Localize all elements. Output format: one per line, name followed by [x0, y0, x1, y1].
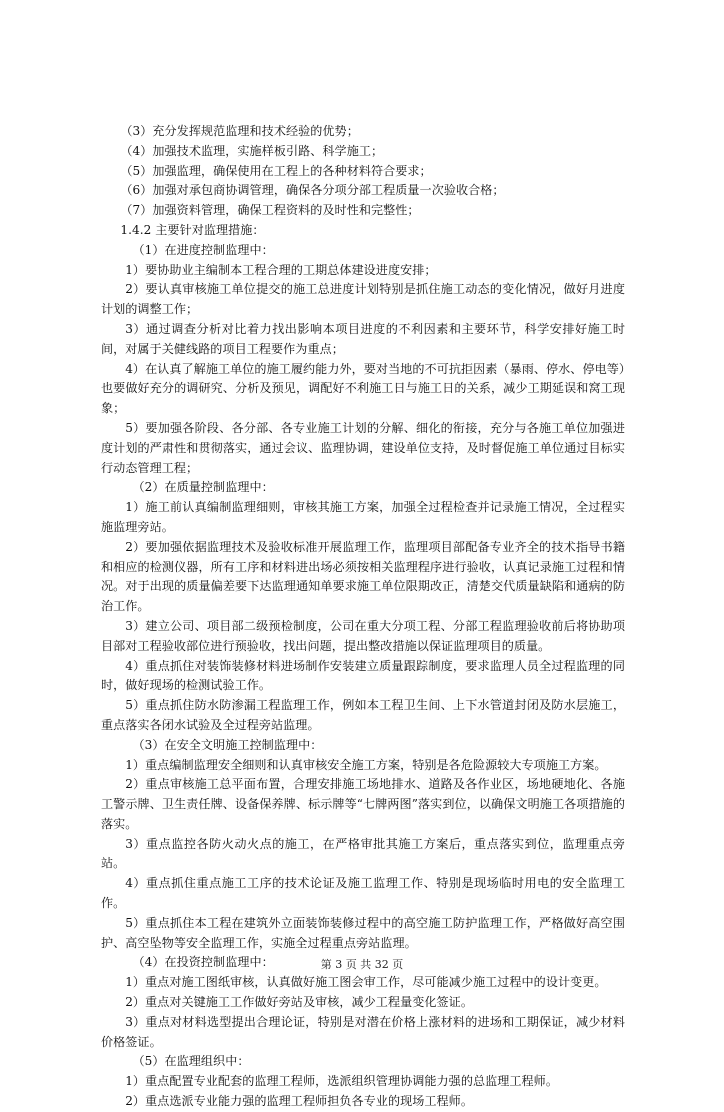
paragraph: 1）重点编制监理安全细则和认真审核安全施工方案，特别是各危险源较大专项施工方案。	[125, 757, 607, 772]
paragraph: （4）加强技术监理，实施样板引路、科学施工；	[120, 143, 384, 158]
paragraph: 5）重点抓住防水防渗漏工程监理工作，例如本工程卫生间、上下水管道封闭及防水层施工，重点落实各闭水试验及全过程旁站监理。	[101, 698, 625, 732]
paragraph: （1）在进度控制监理中：	[132, 242, 274, 257]
paragraph: 2）要加强依据监理技术及验收标准开展监理工作，监理项目部配备专业齐全的技术指导书籍和相应的检测仪器，所有工序和材料进出场必须按相关监理程序进行验收，认真记录施工过程和情况。对于出现的质量偏差要下达监理通知单要求施工单位限期改正，清楚交代质量缺陷和通病的防治工作。	[101, 539, 625, 614]
paragraph: 3）重点对材料选型提出合理论证，特别是对潜在价格上涨材料的进场和工期保证，减少材料价格签证。	[101, 1014, 625, 1049]
paragraph: 2）重点审核施工总平面布置，合理安排施工场地排水、道路及各作业区，场地硬地化、各施工警示牌、卫生责任牌、设备保养牌、标示牌等“七牌两图”落实到位，以确保文明施工各项措施的落实。	[101, 777, 625, 831]
paragraph: 3）重点监控各防火动火点的施工，在严格审批其施工方案后，重点落实到位，监理重点旁站。	[101, 836, 625, 871]
paragraph: （4）在投资控制监理中：	[132, 955, 274, 970]
paragraph: （7）加强资料管理，确保工程资料的及时性和完整性；	[120, 203, 420, 218]
paragraph: 5）要加强各阶段、各分部、各专业施工计划的分解、细化的衔接，充分与各施工单位加强进度计划的严肃性和贯彻落实，通过会议、监理协调，建设单位支持，及时督促施工单位通过目标实行动态管理工程；	[101, 420, 625, 475]
paragraph: 1）要协助业主编制本工程合理的工期总体建设进度安排；	[125, 262, 437, 277]
paragraph: （2）在质量控制监理中：	[132, 480, 274, 495]
paragraph: 4）在认真了解施工单位的施工履约能力外，要对当地的不可抗拒因素（暴雨、停水、停电等）也要做好充分的调研究、分析及预见，调配好不利施工日与施工日的关系，减少工期延误和窝工现象；	[101, 361, 625, 416]
paragraph: 2）要认真审核施工单位提交的施工总进度计划特别是抓住施工动态的变化情况，做好月进度计划的调整工作；	[101, 282, 625, 317]
paragraph: （5）加强监理，确保使用在工程上的各种材料符合要求；	[120, 163, 432, 178]
paragraph: 1）施工前认真编制监理细则，审核其施工方案，加强全过程检查并记录施工情况，全过程实施监理旁站。	[101, 500, 625, 534]
paragraph: 4）重点抓住重点施工工序的技术论证及施工监理工作、特别是现场临时用电的安全监理工作。	[101, 876, 625, 911]
paragraph: 1）重点对施工图纸审核，认真做好施工图会审工作，尽可能减少施工过程中的设计变更。	[125, 975, 607, 990]
page-footer: 第 3 页 共 32 页	[320, 958, 404, 971]
paragraph: 3）建立公司、项目部二级预检制度，公司在重大分项工程、分部工程监理验收前后将协助项目部对工程验收部位进行预验收，找出问题，提出整改措施以保证监理项目的质量。	[101, 618, 625, 653]
paragraph: 3）通过调查分析对比着力找出影响本项目进度的不利因素和主要环节，科学安排好施工时间，对属于关健线路的项目工程要作为重点；	[101, 321, 625, 356]
paragraph: 4）重点抓住对装饰装修材料进场制作安装建立质量跟踪制度，要求监理人员全过程监理的同时，做好现场的检测试验工作。	[101, 658, 625, 693]
paragraph: 1.4.2 主要针对监理措施：	[120, 222, 265, 237]
paragraph: 1）重点配置专业配套的监理工程师，选派组织管理协调能力强的总监理工程师。	[125, 1074, 558, 1089]
paragraph: 2）重点对关键施工工作做好旁站及审核，减少工程量变化签证。	[125, 995, 473, 1010]
paragraph: （5）在监理组织中：	[132, 1054, 250, 1069]
paragraph: 2）重点选派专业能力强的监理工程师担负各专业的现场工程师。	[125, 1094, 473, 1109]
paragraph: （3）在安全文明施工控制监理中：	[132, 737, 323, 752]
paragraph: 5）重点抓住本工程在建筑外立面装饰装修过程中的高空施工防护监理工作，严格做好高空围护、高空坠物等安全监理工作，实施全过程重点旁站监理。	[101, 915, 625, 950]
paragraph: （3）充分发挥规范监理和技术经验的优势；	[120, 124, 359, 138]
paragraph: （6）加强对承包商协调管理，确保各分项分部工程质量一次验收合格；	[120, 183, 505, 198]
